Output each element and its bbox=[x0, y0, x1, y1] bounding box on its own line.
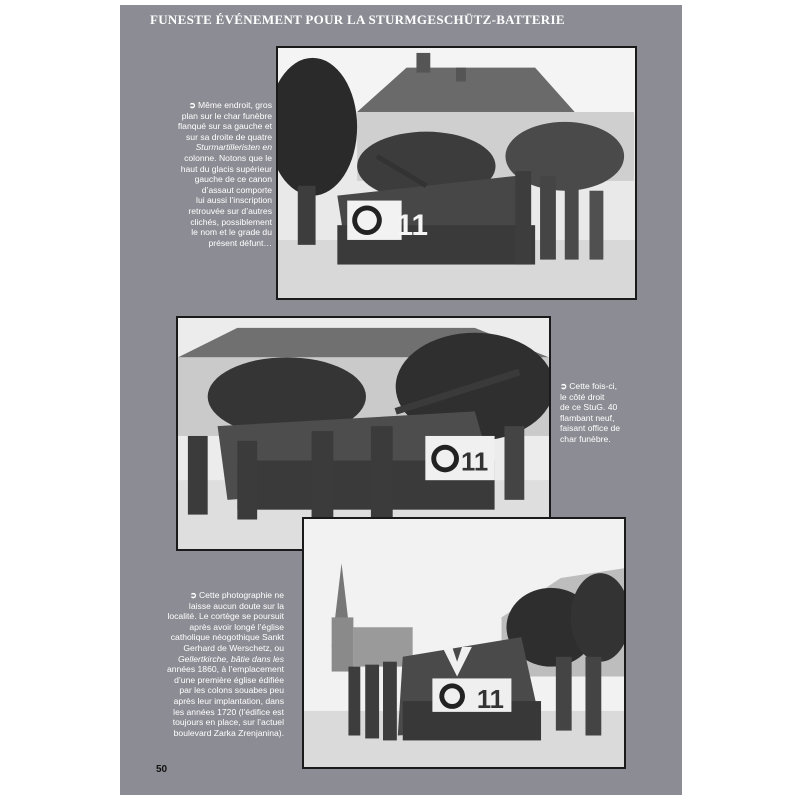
photo-2-image bbox=[178, 318, 549, 549]
photo-2-vehicle-number: 11 bbox=[460, 448, 489, 477]
photo-1-image bbox=[278, 48, 635, 298]
caption-third: ➲ Cette photographie ne laisse aucun doute sur la localité. Le cortège se poursuit après avoir longé l’église catholique néogothique Sankt Gerhard de Werschetz, ou Gellertkirche, bâtie dans les années 1860, à l’emplacement d’une première église édifiée par les colons souabes peu après leur implantation, dans les années 1720 (l’édifice est toujours en place, sur l’actuel boulevard Zarka Zrenjanina). bbox=[166, 590, 284, 738]
caption-second: ➲ Cette fois-ci, le côté droit de ce StuG. 40 flambant neuf, faisant office de char funèbre. bbox=[560, 381, 621, 444]
caption-first: ➲ Même endroit, gros plan sur le char funèbre flanqué sur sa gauche et sur sa droite de quatre Sturmartilleristen en colonne. Notons que le haut du glacis supérieur gauche de ce canon d’assaut comporte lui aussi l’inscription retrouvée sur d’autres clichés, possiblement le nom et le grade du présent défunt… bbox=[177, 100, 272, 248]
photo-3-image bbox=[304, 519, 624, 767]
photo-funeral-tank-right-side bbox=[176, 316, 551, 551]
arrow-icon: ➲ bbox=[189, 590, 197, 600]
arrow-icon: ➲ bbox=[188, 100, 196, 110]
photo-1-vehicle-number: 11 bbox=[396, 209, 429, 242]
arrow-icon: ➲ bbox=[560, 381, 568, 391]
photo-3-vehicle-number: 11 bbox=[476, 685, 504, 714]
page-number: 50 bbox=[156, 764, 168, 775]
page-title: FUNESTE ÉVÉNEMENT POUR LA STURMGESCHÜTZ-BATTERIE bbox=[150, 12, 565, 27]
photo-funeral-tank-front bbox=[276, 46, 637, 300]
photo-funeral-procession-church bbox=[302, 517, 626, 769]
